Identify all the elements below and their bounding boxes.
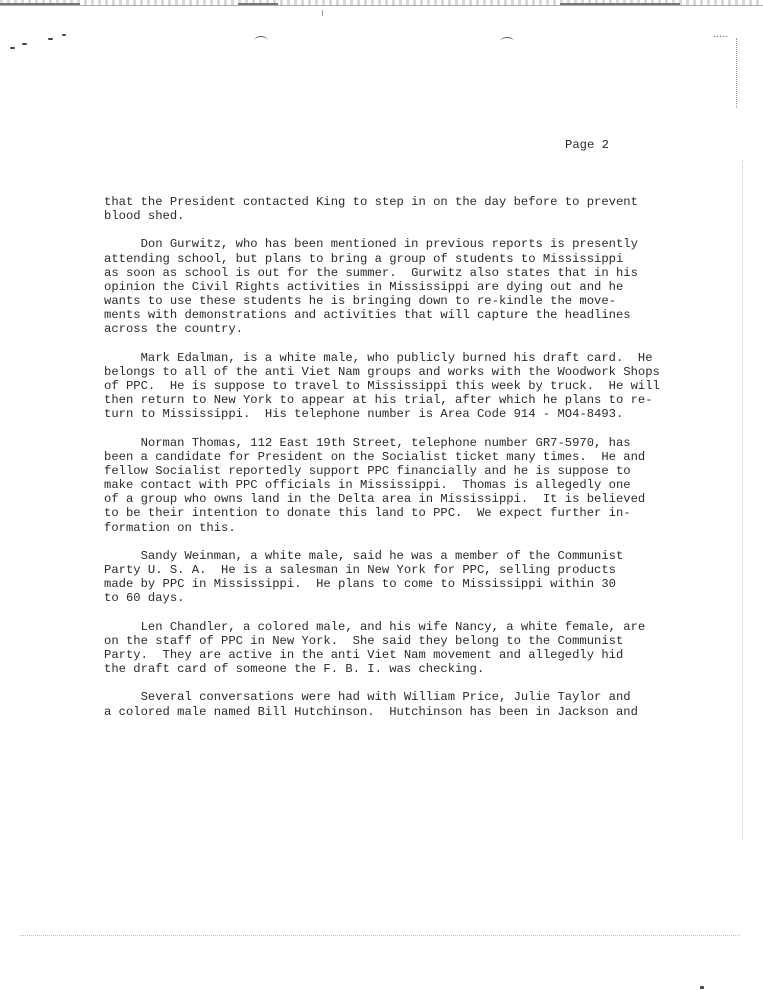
paragraph-continuation	[104, 195, 644, 223]
text-line: the draft card of someone the F. B. I. was checking.	[104, 662, 485, 677]
margin-marks-right	[742, 160, 745, 840]
scan-edge-dark-segment	[238, 3, 278, 5]
text-line: Several conversations were had with William Price, Julie Taylor and	[104, 690, 631, 705]
scan-speck	[22, 43, 27, 45]
text-line: blood shed.	[104, 209, 185, 224]
paragraph-thomas	[104, 436, 644, 535]
text-line: belongs to all of the anti Viet Nam groups and works with the Woodwork Shops	[104, 364, 660, 379]
text-line: Mark Edalman, is a white male, who publicly burned his draft card. He	[104, 350, 653, 365]
document-body	[104, 195, 660, 733]
margin-stamp-mark: ▪▪▪▪▪	[713, 34, 729, 40]
text-line: turn to Mississippi. His telephone number is Area Code 914 - MO4-8493.	[104, 407, 624, 422]
text-line: fellow Socialist reportedly support PPC financially and he is suppose to	[104, 463, 631, 478]
text-line: made by PPC in Mississippi. He plans to come to Mississippi within 30	[104, 577, 616, 592]
paragraph-weinman	[104, 549, 644, 606]
text-line: Len Chandler, a colored male, and his wife Nancy, a white female, are	[104, 619, 646, 634]
text-line: as soon as school is out for the summer. Gurwitz also states that in his	[104, 265, 638, 280]
paragraph-edalman	[104, 350, 660, 422]
text-line: formation on this.	[104, 520, 236, 535]
text-line: then return to New York to appear at his trial, after which he plans to re-	[104, 393, 653, 408]
hole-punch-arc-left	[254, 36, 268, 45]
text-line: Party U. S. A. He is a salesman in New York for PPC, selling products	[104, 563, 616, 577]
text-line: Sandy Weinman, a white male, said he was a member of the Communist	[104, 548, 624, 563]
scan-top-edge	[0, 0, 763, 6]
text-line: across the country.	[104, 322, 243, 337]
margin-marks	[736, 38, 743, 108]
text-line: wants to use these students he is bringing down to re-kindle the move-	[104, 294, 616, 309]
scan-speck	[10, 47, 15, 49]
text-line: to be their intention to donate this land to PPC. We expect further in-	[104, 506, 631, 521]
text-line: opinion the Civil Rights activities in Mississippi are dying out and he	[104, 279, 624, 294]
scan-bottom-noise	[20, 935, 740, 938]
page-number: Page 2	[565, 138, 609, 152]
text-line: that the President contacted King to step in on the day before to prevent	[104, 195, 638, 209]
scan-speck	[700, 986, 704, 989]
text-line: make contact with PPC officials in Mississippi. Thomas is allegedly one	[104, 478, 631, 493]
text-line: Norman Thomas, 112 East 19th Street, telephone number GR7-5970, has	[104, 435, 631, 450]
text-line: ments with demonstrations and activities that will capture the headlines	[104, 308, 631, 323]
text-line: Don Gurwitz, who has been mentioned in previous reports is presently	[104, 237, 638, 252]
paragraph-gurwitz	[104, 237, 644, 336]
text-line: on the staff of PPC in New York. She said they belong to the Communist	[104, 633, 624, 648]
scan-speck	[62, 34, 66, 36]
hole-punch-arc-right	[500, 37, 514, 46]
text-line: of a group who owns land in the Delta area in Mississippi. It is believed	[104, 492, 646, 507]
text-line: of PPC. He is suppose to travel to Mississippi this week by truck. He will	[104, 379, 660, 393]
text-line: a colored male named Bill Hutchinson. Hutchinson has been in Jackson and	[104, 704, 638, 719]
scan-speck	[48, 38, 53, 40]
scan-edge-dark-segment	[0, 3, 80, 5]
text-line: been a candidate for President on the Socialist ticket many times. He and	[104, 449, 646, 464]
paragraph-chandler	[104, 620, 644, 677]
paragraph-conversations	[104, 690, 644, 718]
scan-edge-dark-segment	[560, 3, 680, 5]
text-line: to 60 days.	[104, 591, 185, 606]
scan-speck	[322, 10, 323, 16]
text-line: Party. They are active in the anti Viet Nam movement and allegedly hid	[104, 647, 624, 662]
text-line: attending school, but plans to bring a group of students to Mississippi	[104, 251, 624, 266]
